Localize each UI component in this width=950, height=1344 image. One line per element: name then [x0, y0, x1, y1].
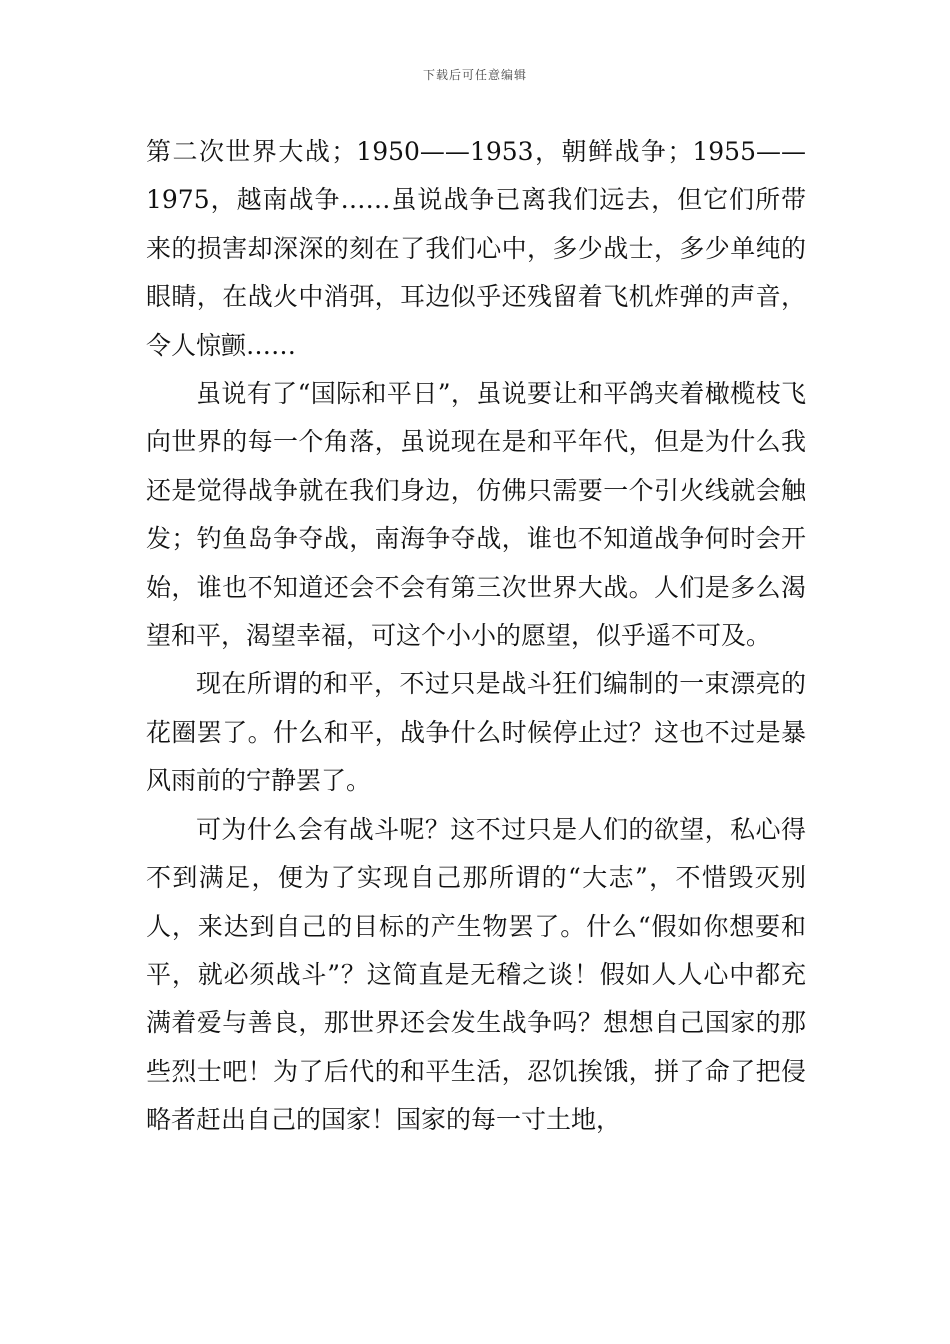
paragraph-2: 虽说有了“国际和平日”，虽说要让和平鸽夹着橄榄枝飞向世界的每一个角落，虽说现在是和平年代，但是为什么我还是觉得战争就在我们身边，仿佛只需要一个引火线就会触发；钓鱼岛争夺战，南海争夺战，谁也不知道战争何时会开始，谁也不知道还会不会有第三次世界大战。人们是多么渴望和平，渴望幸福，可这个小小的愿望，似乎遥不可及。 — [146, 379, 806, 651]
page-header: 下载后可任意编辑 — [422, 68, 527, 82]
paragraph-4: 可为什么会有战斗呢？这不过只是人们的欲望，私心得不到满足，便为了实现自己那所谓的“大志”，不惜毁灭别人，来达到自己的目标的产生物罢了。什么“假如你想要和平，就必须战斗”？这简直是无稽之谈！假如人人心中都充满着爱与善良，那世界还会发生战争吗？想想自己国家的那些烈士吧！为了后代的和平生活，忍饥挨饿，拼了命了把侵略者赶出自己的国家！国家的每一寸土地， — [146, 814, 806, 1135]
document-body — [146, 128, 806, 1145]
paragraph-3: 现在所谓的和平，不过只是战斗狂们编制的一束漂亮的花圈罢了。什么和平，战争什么时候停止过？这也不过是暴风雨前的宁静罢了。 — [146, 669, 806, 796]
paragraph-1: 第二次世界大战；1950——1953，朝鲜战争；1955——1975，越南战争……虽说战争已离我们远去，但它们所带来的损害却深深的刻在了我们心中，多少战士，多少单纯的眼睛，在战火中消弭，耳边似乎还残留着飞机炸弹的声音，令人惊颤…… — [146, 137, 806, 360]
